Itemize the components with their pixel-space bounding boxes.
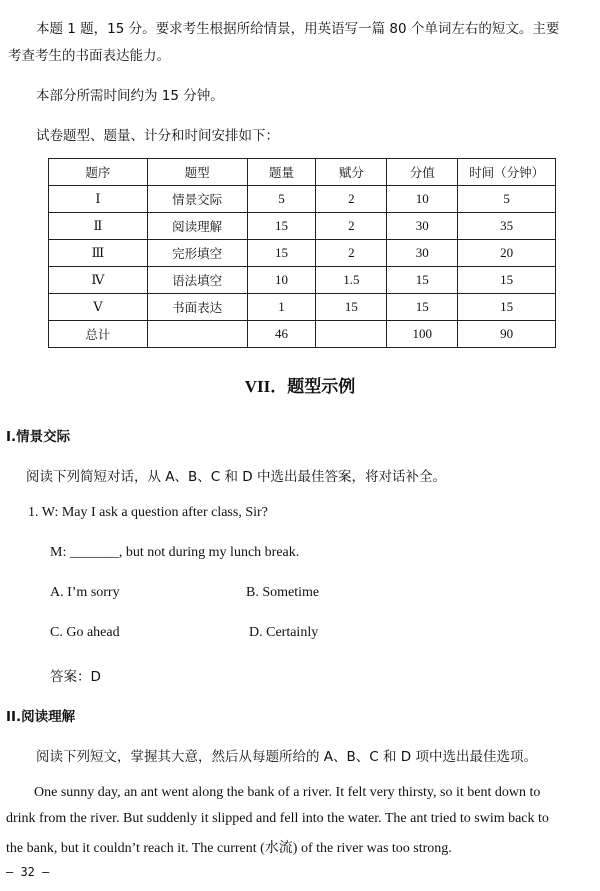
option-b: B. Sometime [246, 585, 320, 600]
table-cell: 10 [387, 186, 458, 213]
table-cell: Ⅲ [49, 240, 148, 267]
passage-line-2: drink from the river. But suddenly it slipped and fell into the water. The ant tried to swim back to [6, 811, 549, 826]
table-cell [147, 321, 247, 348]
table-intro: 试卷题型、题量、计分和时间安排如下： [36, 128, 279, 144]
part1-title: I.情景交际 [6, 429, 71, 445]
table-cell: 15 [387, 267, 458, 294]
table-cell: 90 [458, 321, 556, 348]
table-cell: 情景交际 [147, 186, 247, 213]
table-cell: 15 [458, 294, 556, 321]
table-cell: 10 [247, 267, 316, 294]
table-cell: 15 [247, 240, 316, 267]
table-cell: 2 [316, 240, 387, 267]
table-cell: 20 [458, 240, 556, 267]
table-cell: 总计 [49, 321, 148, 348]
header-cell: 分值 [387, 159, 458, 186]
table-cell: 15 [247, 213, 316, 240]
page-number: — 32 — [6, 865, 50, 879]
intro-line-2: 考查考生的书面表达能力。 [8, 48, 170, 64]
table-cell: 5 [247, 186, 316, 213]
header-cell: 赋分 [316, 159, 387, 186]
part2-title: II.阅读理解 [6, 709, 76, 725]
table-cell: 15 [458, 267, 556, 294]
table-cell: 1.5 [316, 267, 387, 294]
intro-line-1: 本题 1 题，15 分。要求考生根据所给情景，用英语写一篇 80 个单词左右的短文。主要 [36, 21, 560, 37]
option-c: C. Go ahead [50, 625, 120, 640]
schedule-table [48, 158, 556, 348]
header-cell: 题序 [49, 159, 148, 186]
option-d: D. Certainly [249, 625, 319, 640]
passage-line-3: the bank, but it couldn’t reach it. The current (水流) of the river was too strong. [6, 841, 452, 856]
table-row [49, 186, 556, 213]
table-total-row [49, 321, 556, 348]
option-a: A. I’m sorry [50, 585, 120, 600]
table-row [49, 267, 556, 294]
table-cell: 书面表达 [147, 294, 247, 321]
table-cell: 30 [387, 240, 458, 267]
header-cell: 题型 [147, 159, 247, 186]
table-cell [316, 321, 387, 348]
time-note: 本部分所需时间约为 15 分钟。 [36, 88, 224, 104]
table-cell: 语法填空 [147, 267, 247, 294]
table-cell: 46 [247, 321, 316, 348]
table-cell: 15 [316, 294, 387, 321]
part1-instruction: 阅读下列简短对话，从 A、B、C 和 D 中选出最佳答案，将对话补全。 [26, 469, 446, 485]
header-cell: 时间（分钟） [458, 159, 556, 186]
part2-instruction: 阅读下列短文，掌握其大意，然后从每题所给的 A、B、C 和 D 项中选出最佳选项。 [36, 749, 537, 765]
table-cell: 完形填空 [147, 240, 247, 267]
header-cell: 题量 [247, 159, 316, 186]
table-row [49, 240, 556, 267]
passage-line-1: One sunny day, an ant went along the bank of a river. It felt very thirsty, so it bent down to [34, 785, 541, 800]
table-cell: Ⅳ [49, 267, 148, 294]
table-cell: 30 [387, 213, 458, 240]
answer: 答案：D [50, 669, 101, 685]
table-cell: Ⅰ [49, 186, 148, 213]
question-1-reply: M: _______, but not during my lunch break. [50, 545, 300, 560]
table-cell: 15 [387, 294, 458, 321]
table-cell: 100 [387, 321, 458, 348]
table-row [49, 294, 556, 321]
section-title: VII．题型示例 [244, 377, 356, 396]
table-cell: Ⅱ [49, 213, 148, 240]
table-row [49, 213, 556, 240]
table-cell: 5 [458, 186, 556, 213]
table-cell: 阅读理解 [147, 213, 247, 240]
table-cell: Ⅴ [49, 294, 148, 321]
table-cell: 1 [247, 294, 316, 321]
table-header-row [49, 159, 556, 186]
table-cell: 2 [316, 213, 387, 240]
question-1: 1. W: May I ask a question after class, Sir? [28, 505, 268, 520]
table-cell: 35 [458, 213, 556, 240]
table-cell: 2 [316, 186, 387, 213]
